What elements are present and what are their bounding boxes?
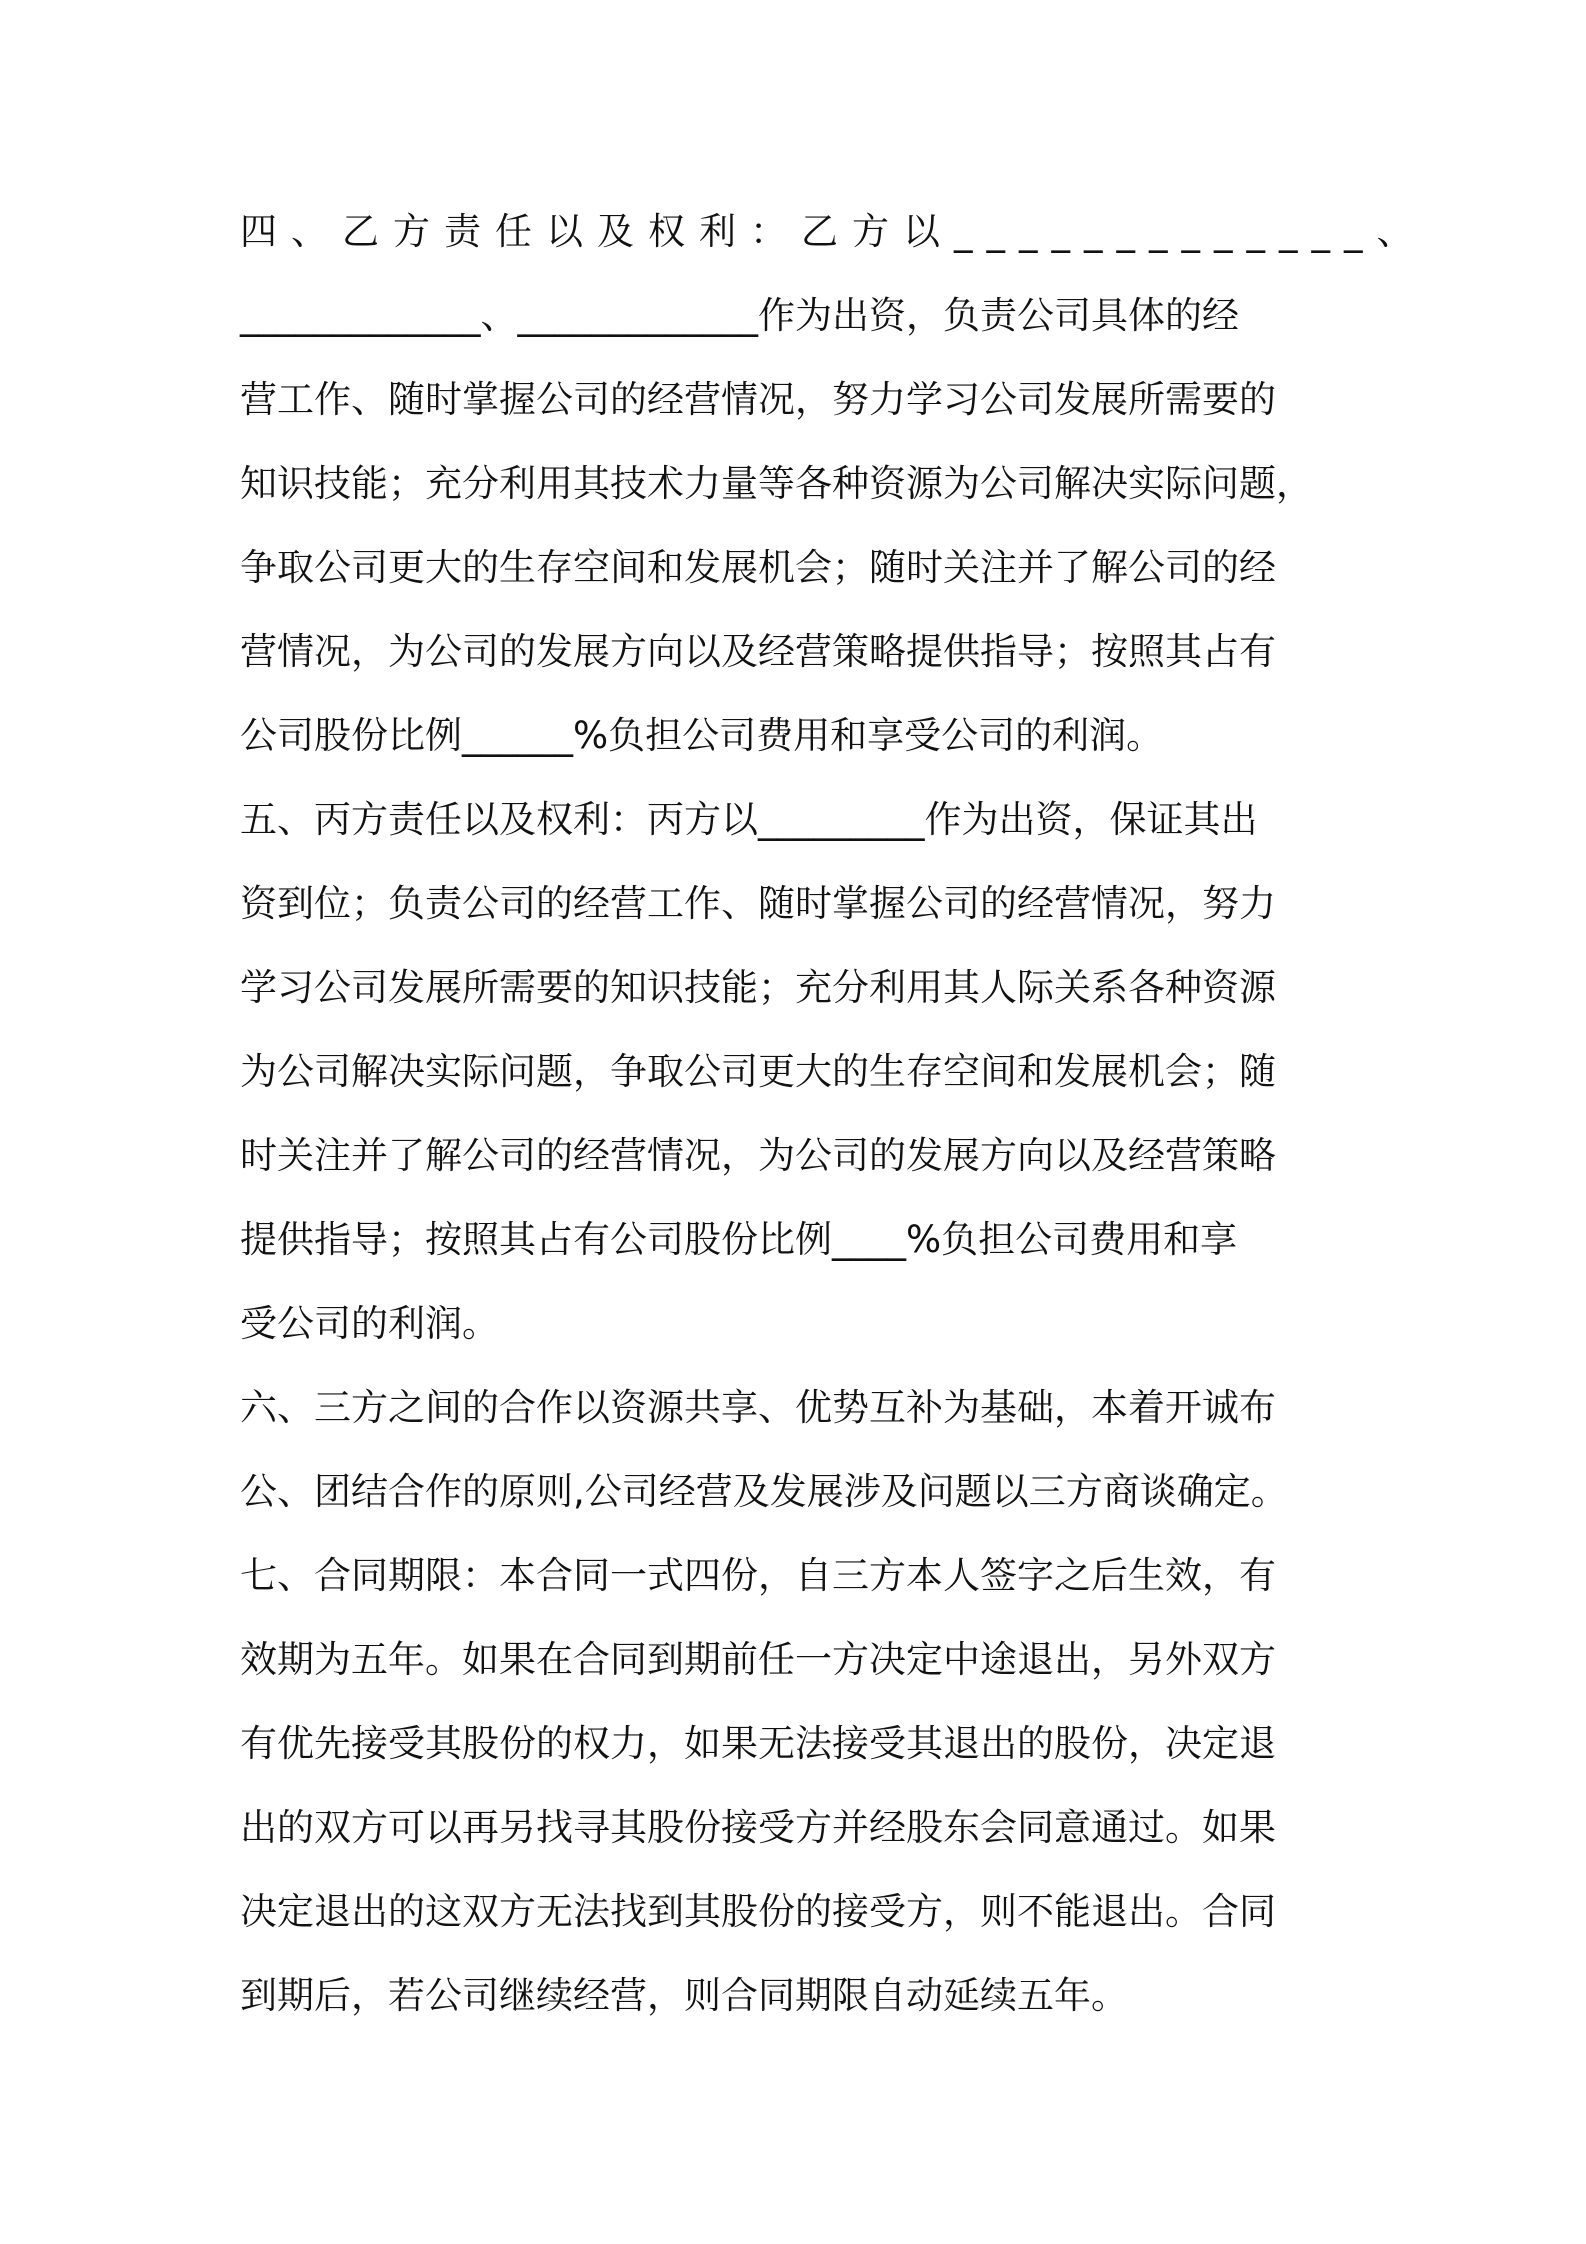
- text-line: 知识技能；充分利用其技术力量等各种资源为公司解决实际问题，: [240, 462, 1313, 505]
- text-line: 资到位；负责公司的经营工作、随时掌握公司的经营情况，努力: [240, 882, 1276, 925]
- text-line: 争取公司更大的生存空间和发展机会；随时关注并了解公司的经: [240, 546, 1276, 589]
- text-line: 出的双方可以再另找寻其股份接受方并经股东会同意通过。如果: [240, 1806, 1276, 1849]
- text-line: 提供指导；按照其占有公司股份比例____%负担公司费用和享: [240, 1218, 1238, 1261]
- text-line: 公司股份比例______%负担公司费用和享受公司的利润。: [240, 714, 1164, 757]
- text-line: 六、三方之间的合作以资源共享、优势互补为基础，本着开诚布: [240, 1386, 1276, 1429]
- text-line: 效期为五年。如果在合同到期前任一方决定中途退出，另外双方: [240, 1638, 1276, 1681]
- text-line: 时关注并了解公司的经营情况，为公司的发展方向以及经营策略: [240, 1134, 1276, 1177]
- contract-body: [240, 190, 1428, 2038]
- text-line: 决定退出的这双方无法找到其股份的接受方，则不能退出。合同: [240, 1890, 1276, 1933]
- text-line: 四、乙方责任以及权利：乙方以_____________、: [240, 210, 1428, 253]
- text-line: _____________、_____________作为出资，负责公司具体的经: [240, 294, 1239, 337]
- text-line: 到期后，若公司继续经营，则合同期限自动延续五年。: [240, 1974, 1128, 2017]
- text-line: 五、丙方责任以及权利：丙方以_________作为出资，保证其出: [240, 798, 1258, 841]
- text-line: 为公司解决实际问题，争取公司更大的生存空间和发展机会；随: [240, 1050, 1276, 1093]
- text-line: 营情况，为公司的发展方向以及经营策略提供指导；按照其占有: [240, 630, 1276, 673]
- text-line: 营工作、随时掌握公司的经营情况，努力学习公司发展所需要的: [240, 378, 1276, 421]
- text-line: 有优先接受其股份的权力，如果无法接受其退出的股份，决定退: [240, 1722, 1276, 1765]
- text-line: 七、合同期限：本合同一式四份，自三方本人签字之后生效，有: [240, 1554, 1276, 1597]
- text-line: 学习公司发展所需要的知识技能；充分利用其人际关系各种资源: [240, 966, 1276, 1009]
- text-line: 受公司的利润。: [240, 1302, 499, 1345]
- text-line: 公、团结合作的原则,公司经营及发展涉及问题以三方商谈确定。: [240, 1470, 1288, 1513]
